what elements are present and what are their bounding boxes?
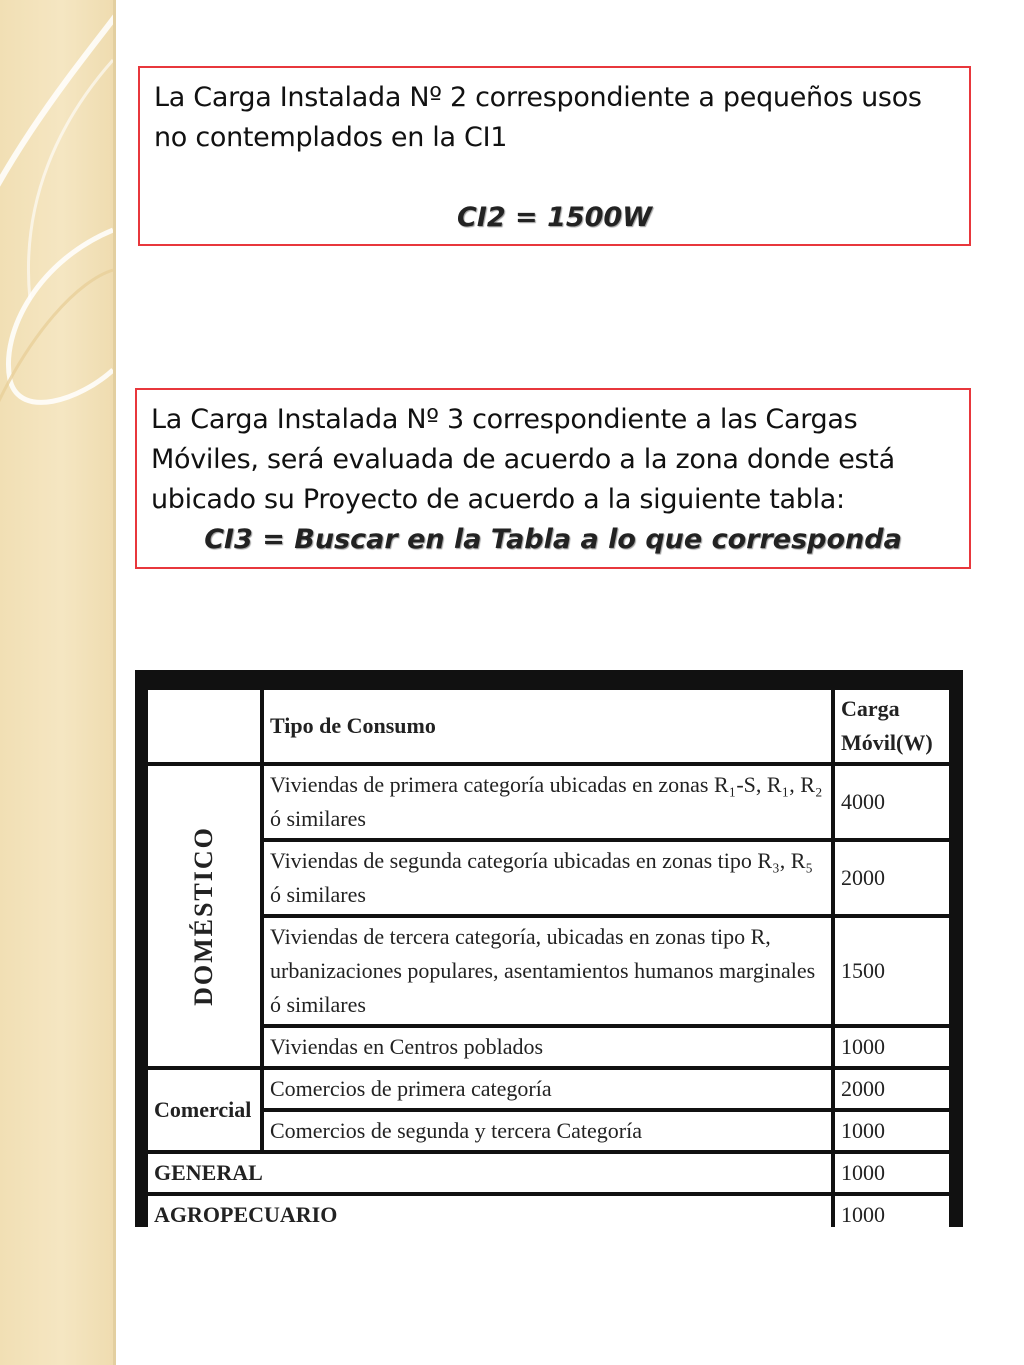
row-tipo: Viviendas de segunda categoría ubicadas en zonas tipo R₃, R₅ ó similares (264, 842, 831, 914)
row-carga: 2000 (835, 1070, 949, 1108)
cargas-moviles-table (144, 686, 953, 1238)
header-carga-movil: Carga Móvil(W) (835, 690, 949, 762)
row-carga: 1500 (835, 918, 949, 1024)
table-row (148, 842, 949, 914)
row-carga: 1000 (835, 1196, 949, 1234)
row-carga: 1000 (835, 1154, 949, 1192)
group-comercial-label: Comercial (148, 1070, 260, 1150)
row-tipo: Viviendas de primera categoría ubicadas en zonas R₁-S, R₁, R₂ ó similares (264, 766, 831, 838)
row-carga: 4000 (835, 766, 949, 838)
table-row (148, 1112, 949, 1150)
table-row (148, 1196, 949, 1234)
group-general-label: GENERAL (148, 1154, 831, 1192)
decorative-side-panel (0, 0, 113, 1365)
group-domestico-label: DOMÉSTICO (189, 826, 218, 1006)
row-carga: 1000 (835, 1028, 949, 1066)
table-header-row (148, 690, 949, 762)
ci2-description: La Carga Instalada Nº 2 correspondiente a pequeños usos no contemplados en la CI1 (154, 82, 922, 153)
table-row (148, 766, 949, 838)
row-carga: 1000 (835, 1112, 949, 1150)
swirl-decoration (0, 0, 113, 1365)
cargas-moviles-table-frame (135, 670, 963, 1227)
group-agropecuario-label: AGROPECUARIO (148, 1196, 831, 1234)
ci3-info-box (135, 388, 971, 569)
table-row (148, 1028, 949, 1066)
row-tipo: Viviendas en Centros poblados (264, 1028, 831, 1066)
ci3-description: La Carga Instalada Nº 3 correspondiente a las Cargas Móviles, será evaluada de acuerdo a la zona donde está ubicado su Proyecto de acuerdo a la siguiente tabla: (151, 404, 895, 515)
side-panel-edge (113, 0, 116, 1365)
header-empty-cell (148, 690, 260, 762)
row-carga: 2000 (835, 842, 949, 914)
row-tipo: Comercios de segunda y tercera Categoría (264, 1112, 831, 1150)
row-tipo: Viviendas de tercera categoría, ubicadas en zonas tipo R, urbanizaciones populares, asentamientos humanos marginales ó similares (264, 918, 831, 1024)
ci2-info-box (138, 66, 971, 246)
table-row (148, 1070, 949, 1108)
row-tipo: Comercios de primera categoría (264, 1070, 831, 1108)
table-row (148, 918, 949, 1024)
table-row (148, 1154, 949, 1192)
header-tipo-consumo: Tipo de Consumo (264, 690, 831, 762)
ci3-formula: CI3 = Buscar en la Tabla a lo que corresponda (204, 524, 902, 555)
ci2-formula: CI2 = 1500W (457, 202, 652, 233)
group-domestico-cell (148, 766, 260, 1066)
